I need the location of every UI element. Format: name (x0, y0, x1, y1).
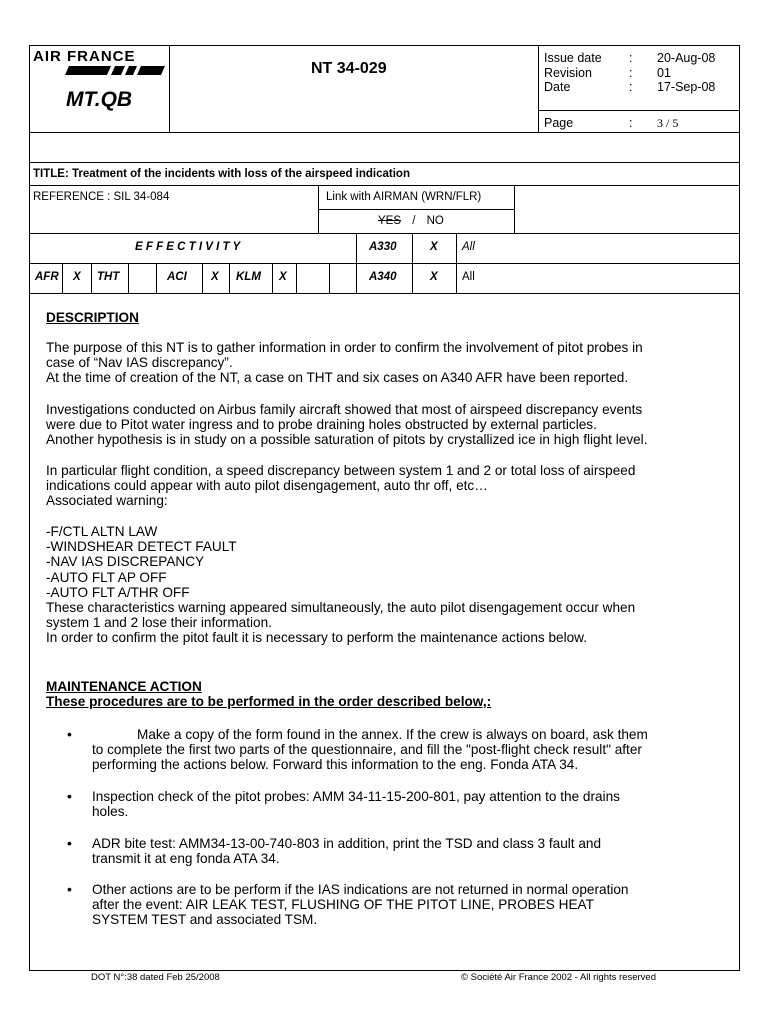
bullet-icon: • (67, 835, 72, 851)
aircraft-a330-scope: All (462, 241, 475, 253)
description-paragraph-1 (46, 340, 706, 386)
text-line: In order to confirm the pitot fault it is necessary to perform the maintenance actions below. (46, 630, 588, 646)
title-top-line (29, 162, 740, 163)
operator-aci-mark: X (211, 271, 219, 283)
brand-name: AIR FRANCE (33, 48, 136, 65)
text-line: Another hypothesis is in study on a possible saturation of pitots by crystallized ice in high flight level. (46, 432, 648, 448)
maintenance-heading: MAINTENANCE ACTION (46, 679, 202, 694)
operator-aci: ACI (167, 271, 187, 283)
no-option: NO (426, 215, 444, 227)
title-bottom-line (29, 185, 740, 186)
maintenance-subheading: These procedures are to be performed in the order described below,: (46, 694, 492, 709)
warning-item: -WINDSHEAR DETECT FAULT (46, 539, 237, 555)
text-line: performing the actions below. Forward this information to the eng. Fonda ATA 34. (92, 757, 579, 773)
link-options (378, 215, 444, 227)
text-line: Inspection check of the pitot probes: AMM 34-11-15-200-801, pay attention to the drains (92, 789, 620, 804)
eff-divider (91, 263, 92, 293)
effectivity-bottom-line (29, 293, 740, 294)
meta-values (657, 51, 715, 95)
text-line: ADR bite test: AMM34-13-00-740-803 in addition, print the TSD and class 3 fault and (92, 836, 602, 851)
eff-divider (62, 263, 63, 293)
text-line: after the event: AIR LEAK TEST, FLUSHING OF THE PITOT LINE, PROBES HEAT (92, 897, 594, 913)
text-line: Other actions are to be perform if the IAS indications are not returned in normal operation (92, 882, 629, 897)
aircraft-a340: A340 (369, 271, 397, 283)
maintenance-step-2 (92, 789, 692, 819)
text-line: Make a copy of the form found in the annex. If the crew is always on board, ask them (137, 727, 648, 742)
reference-text: REFERENCE : SIL 34-084 (33, 191, 170, 203)
page-sep: : (629, 116, 633, 130)
effectivity-heading: E F F E C T I V I T Y (135, 241, 241, 253)
page-number: 3 / 5 (657, 116, 679, 130)
meta-sep: : (629, 80, 633, 94)
header-divider-right (538, 45, 539, 132)
operator-klm: KLM (236, 271, 261, 283)
meta-sep: : (629, 51, 633, 65)
text-line: The purpose of this NT is to gather information in order to confirm the involvement of pitot probes in (46, 340, 643, 355)
text-line: At the time of creation of the NT, a case on THT and six cases on A340 AFR have been reported. (46, 370, 629, 386)
date-value: 17-Sep-08 (657, 80, 716, 94)
maintenance-step-4 (92, 882, 692, 928)
text-line: These characteristics warning appeared simultaneously, the auto pilot disengagement occur when (46, 600, 636, 616)
bullet-icon: • (67, 788, 72, 804)
maintenance-step-3 (92, 836, 692, 866)
aircraft-a330-mark: X (430, 241, 438, 253)
text-line: SYSTEM TEST and associated TSM. (92, 912, 318, 928)
text-line: case of “Nav IAS discrepancy”. (46, 355, 233, 371)
warning-list (46, 524, 706, 646)
aircraft-a340-mark: X (430, 271, 438, 283)
aircraft-a340-scope: All (462, 271, 475, 283)
effectivity-top-line (29, 233, 740, 234)
option-slash: / (412, 215, 416, 227)
description-paragraph-3 (46, 463, 706, 509)
text-line: transmit it at eng fonda ATA 34. (92, 851, 280, 867)
eff-divider (296, 263, 297, 293)
footer-dot-reference: DOT N°:38 dated Feb 25/2008 (91, 972, 220, 983)
operator-afr-mark: X (73, 271, 81, 283)
air-france-logo (33, 48, 167, 83)
revision-value: 01 (657, 65, 671, 80)
warning-item: -AUTO FLT AP OFF (46, 569, 167, 585)
eff-divider (229, 263, 230, 293)
link-row-divider (318, 209, 514, 210)
eff-divider (456, 233, 457, 293)
link-divider (514, 185, 515, 233)
eff-divider (412, 233, 413, 293)
text-line: were due to Pitot water ingress and to probe draining holes obstructed by external particles. (46, 417, 597, 433)
aircraft-a330: A330 (369, 241, 397, 253)
description-heading: DESCRIPTION (46, 310, 139, 325)
meta-sep: : (629, 65, 633, 80)
text-line: Investigations conducted on Airbus family aircraft showed that most of airspeed discrepancy events (46, 402, 643, 417)
eff-divider (356, 233, 357, 293)
document-title: TITLE: Treatment of the incidents with loss of the airspeed indication (33, 168, 410, 180)
operator-klm-mark: X (279, 271, 287, 283)
text-line: In particular flight condition, a speed discrepancy between system 1 and 2 or total loss of airspeed (46, 463, 636, 478)
warning-item: -NAV IAS DISCREPANCY (46, 554, 205, 570)
eff-divider (128, 263, 129, 293)
bullet-icon: • (67, 881, 72, 897)
maintenance-step-1 (92, 727, 692, 773)
effectivity-middle-line (29, 263, 740, 264)
header-bottom-line (29, 132, 740, 133)
yes-option: YES (378, 215, 402, 227)
text-line: holes. (92, 804, 129, 820)
text-line: Associated warning: (46, 493, 168, 509)
text-line: to complete the first two parts of the questionnaire, and fill the "post-flight check result" after (92, 742, 642, 758)
department-code: MT.QB (66, 88, 133, 111)
description-paragraph-2 (46, 402, 706, 448)
meta-label: Revision (544, 65, 592, 80)
meta-separators (629, 51, 632, 95)
airman-link-label: Link with AIRMAN (WRN/FLR) (326, 191, 482, 203)
eff-divider (156, 263, 157, 293)
operator-afr: AFR (35, 271, 59, 283)
header-divider-left (169, 45, 170, 132)
warning-item: -AUTO FLT A/THR OFF (46, 584, 190, 600)
eff-divider (202, 263, 203, 293)
meta-labels (544, 51, 602, 95)
text-line: indications could appear with auto pilot disengagement, auto thr off, etc… (46, 478, 488, 494)
footer-copyright: © Société Air France 2002 - All rights reserved (461, 972, 656, 983)
page-label: Page (544, 116, 574, 130)
air-france-stripes-icon (33, 66, 167, 78)
text-line: system 1 and 2 lose their information. (46, 615, 272, 631)
eff-divider (272, 263, 273, 293)
operator-tht: THT (97, 271, 120, 283)
meta-label: Issue date (544, 51, 602, 65)
bullet-icon: • (67, 726, 72, 742)
meta-label: Date (544, 80, 571, 94)
header-page-divider (538, 110, 740, 111)
issue-date-value: 20-Aug-08 (657, 51, 716, 65)
eff-divider (329, 263, 330, 293)
document-number: NT 34-029 (311, 60, 387, 77)
warning-item: -F/CTL ALTN LAW (46, 524, 158, 539)
